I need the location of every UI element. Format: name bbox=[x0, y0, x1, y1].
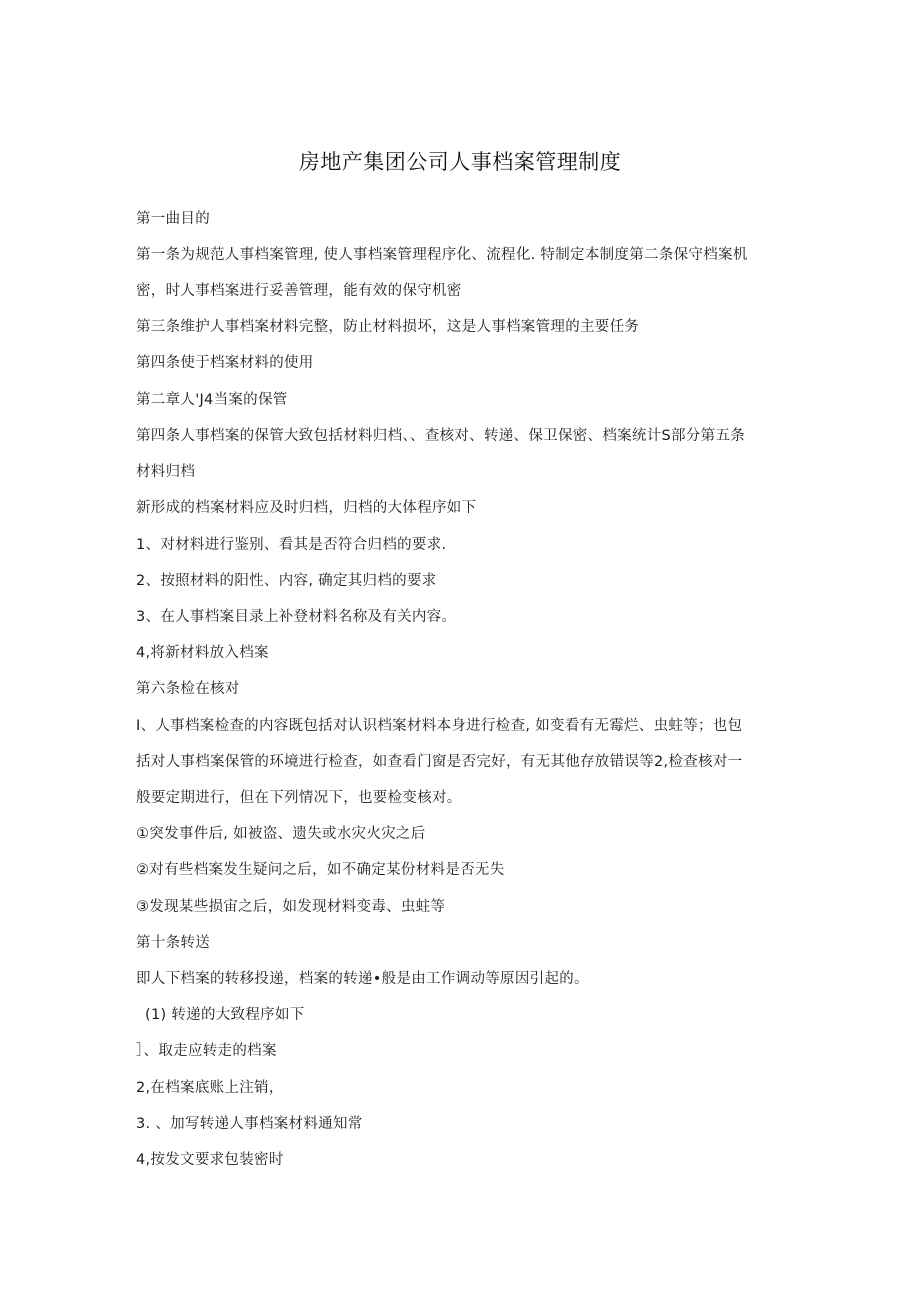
list-item: ②对有些档案发生疑问之后，如不确定某份材料是否无失 bbox=[136, 862, 505, 878]
list-item: ］、取走应转走的档案 bbox=[136, 1043, 277, 1059]
paragraph-line: 材料归档 bbox=[136, 464, 196, 480]
paragraph-line: 新形成的档案材料应及时归档，归档的大体程序如下 bbox=[136, 500, 477, 516]
paragraph-line: I、人事档案检查的内容既包括对认识档案材料本身进行检查, 如变看有无霉烂、虫蛀等；也包 bbox=[136, 718, 743, 734]
paragraph-line: 第一条为规范人事档案管理, 使人事档案管理程序化、流程化. 特制定本制度第二条保守档案机 bbox=[136, 247, 748, 263]
list-item: ①突发事件后, 如被盗、遗失或水灾火灾之后 bbox=[136, 826, 426, 842]
list-item: 4,按发文要求包装密时 bbox=[136, 1152, 284, 1168]
paragraph-line: 第四条使于档案材料的使用 bbox=[136, 355, 314, 371]
paragraph-line: 般要定期进行，但在下列情况下，也要检变核对。 bbox=[136, 790, 462, 806]
list-item: 2、按照材料的阳性、内容, 确定其归档的要求 bbox=[136, 573, 437, 589]
section-heading: 第十条转送 bbox=[136, 935, 210, 951]
paragraph-line: 括对人事档案保管的环境进行检查，如查看门窗是否完好，有无其他存放错误等2,检查核对一 bbox=[136, 754, 743, 770]
list-item: 2,在档案底账上注销， bbox=[136, 1080, 284, 1096]
paragraph-line: 第三条维护人事档案材料完整，防止材料损坏，这是人事档案管理的主要任务 bbox=[136, 319, 640, 335]
section-heading: 第六条检在核对 bbox=[136, 681, 240, 697]
paragraph-line: 第四条人事档案的保管大致包括材料归档、、查核对、转递、保卫保密、档案统计S部分第五条 bbox=[136, 428, 746, 444]
paragraph-line: 即人下档案的转移投递，档案的转递•般是由工作调动等原因引起的。 bbox=[136, 971, 589, 987]
chapter-heading: 第二章人'J4当案的保管 bbox=[136, 392, 288, 408]
list-item: 3. 、加写转递人事档案材料通知常 bbox=[136, 1116, 363, 1132]
list-item: (1) 转递的大致程序如下 bbox=[145, 1007, 305, 1023]
list-item: 3、在人事档案目录上补登材料名称及有关内容。 bbox=[136, 609, 457, 625]
list-item: ③发现某些损宙之后，如发现材料变毒、虫蛀等 bbox=[136, 899, 446, 915]
list-item: 4,将新材料放入档案 bbox=[136, 645, 269, 661]
chapter-heading: 第一曲目的 bbox=[136, 211, 210, 227]
paragraph-line: 密，时人事档案进行妥善管理，能有效的保守机密 bbox=[136, 283, 462, 299]
list-item: 1、对材料进行鉴别、看其是否符合归档的要求. bbox=[136, 537, 447, 553]
document-title: 房地产集团公司人事档案管理制度 bbox=[298, 150, 622, 174]
